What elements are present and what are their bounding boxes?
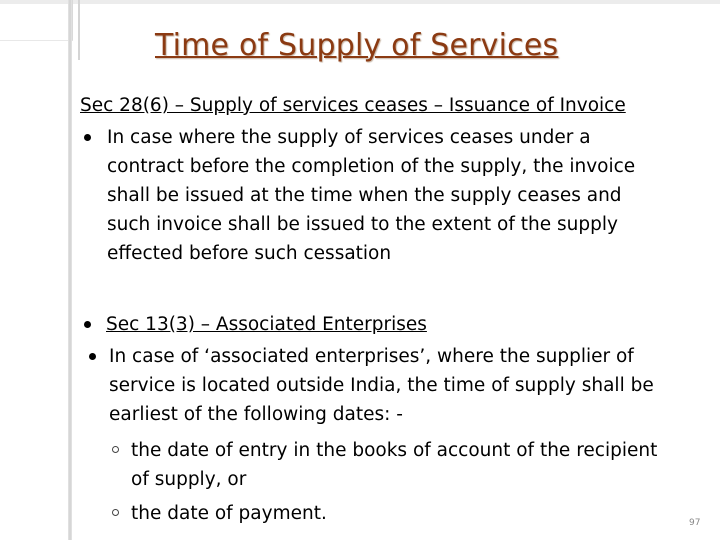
section1-line: contract before the completion of the supply, the invoice	[107, 156, 636, 177]
section1-line: such invoice shall be issued to the extent of the supply	[107, 214, 618, 235]
bullet-icon	[84, 134, 91, 141]
section1-heading: Sec 28(6) – Supply of services ceases – Issuance of Invoice	[80, 95, 626, 116]
left-rule	[68, 0, 72, 540]
sub-item-line: the date of payment.	[131, 503, 327, 524]
page-number: 97	[689, 518, 701, 528]
page-title: Time of Supply of Services	[155, 28, 559, 63]
section1-body	[107, 123, 689, 268]
section2-line: service is located outside India, the time of supply shall be	[109, 375, 654, 396]
sub-item	[131, 436, 693, 494]
section2-line: earliest of the following dates: -	[109, 404, 403, 425]
section2-body	[109, 342, 689, 429]
bullet-icon	[84, 321, 91, 328]
sub-item-line: of supply, or	[131, 469, 247, 490]
sub-bullet-icon	[112, 446, 119, 453]
section1-line: effected before such cessation	[107, 243, 392, 264]
bullet-icon	[89, 353, 96, 360]
section1-line: shall be issued at the time when the supply ceases and	[107, 185, 622, 206]
top-rule	[0, 0, 720, 4]
section2-heading: Sec 13(3) – Associated Enterprises	[106, 314, 427, 335]
section1-line: In case where the supply of services ceases under a	[107, 127, 591, 148]
section2-line: In case of ‘associated enterprises’, where the supplier of	[109, 346, 634, 367]
sub-item-line: the date of entry in the books of account of the recipient	[131, 440, 658, 461]
sub-bullet-icon	[112, 509, 119, 516]
sub-item	[131, 499, 327, 528]
